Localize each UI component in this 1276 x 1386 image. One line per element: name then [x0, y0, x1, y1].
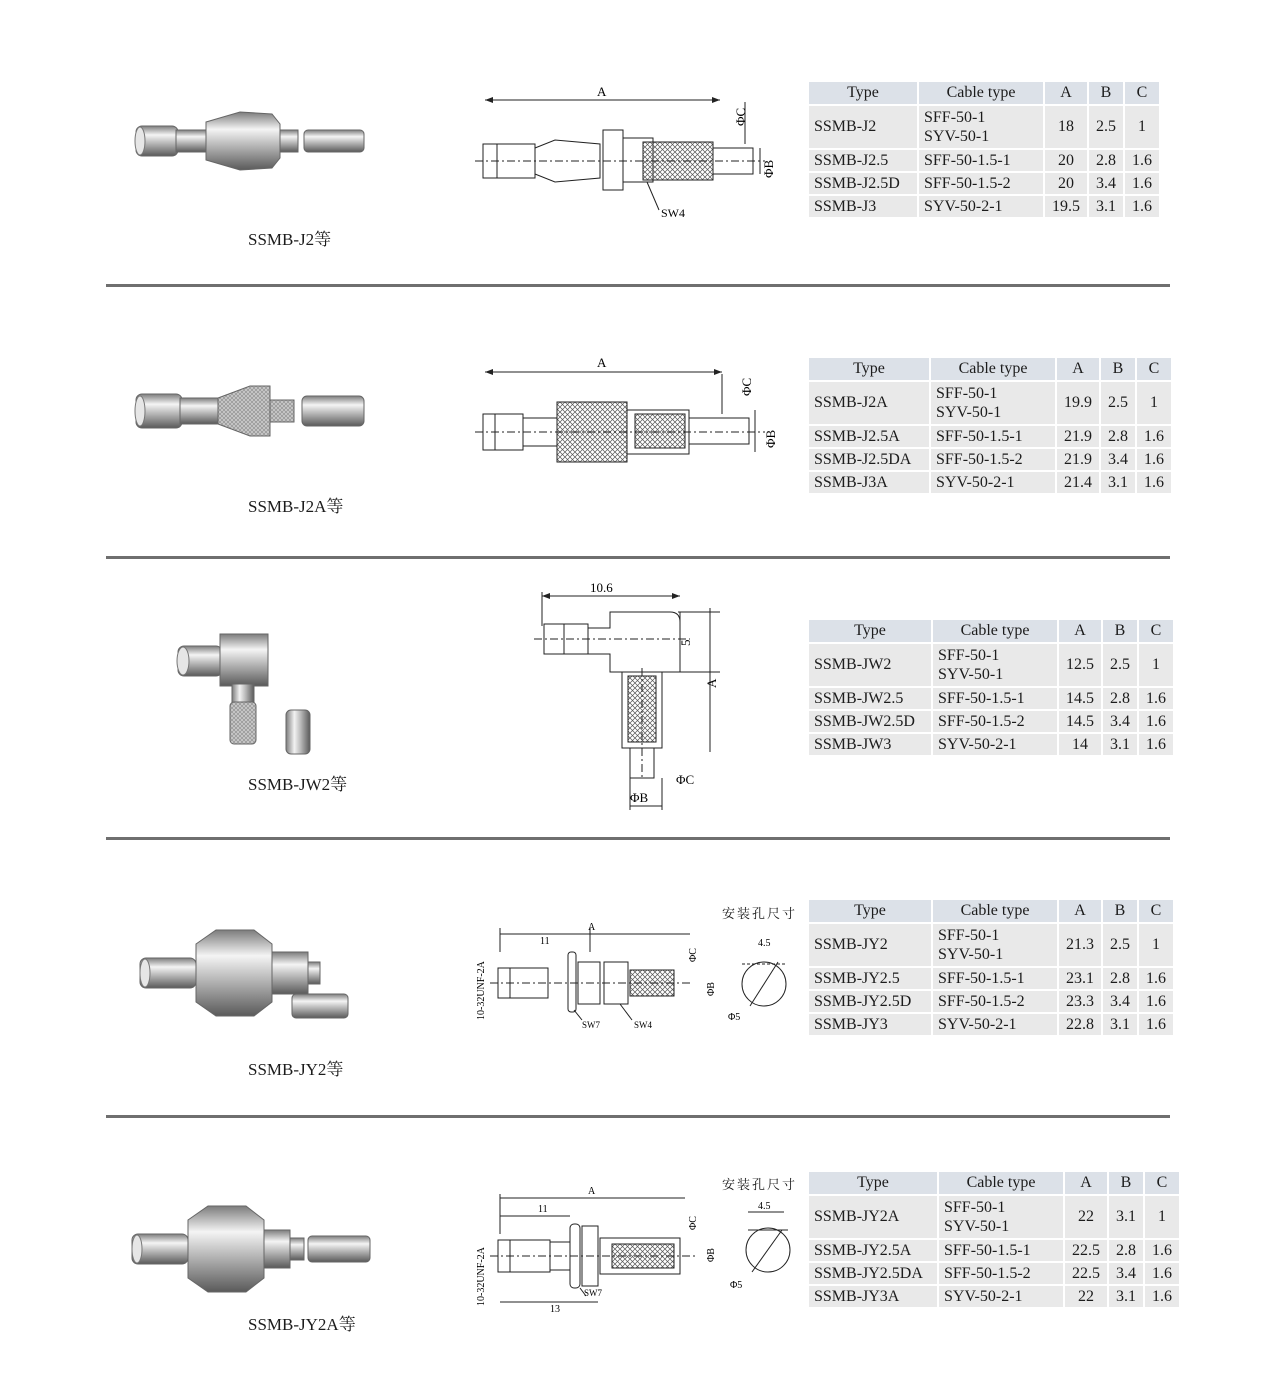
cell-b: 3.4 [1089, 173, 1123, 194]
table-row [809, 1240, 1179, 1261]
cell-cable: SYV-50-2-1 [933, 734, 1057, 755]
cell-c: 1.6 [1125, 150, 1159, 171]
drawing-ssmb-j2a [475, 352, 785, 472]
cable-line: SYV-50-1 [938, 666, 1004, 683]
cell-c: 1.6 [1139, 1014, 1173, 1035]
header-a: A [1045, 82, 1087, 104]
thread-label: 10-32UNF-2A [476, 961, 487, 1020]
cell-a: 14 [1059, 734, 1101, 755]
dim-a-label: A [597, 84, 607, 99]
table-row [809, 426, 1171, 447]
cable-line: SFF-50-1 [924, 109, 986, 126]
cell-type: SSMB-J2.5DA [809, 449, 929, 470]
header-b: B [1103, 900, 1137, 922]
cell-b: 3.4 [1101, 449, 1135, 470]
cell-type: SSMB-JY2A [809, 1196, 937, 1238]
table-row [809, 472, 1171, 493]
cable-line: SFF-50-1 [936, 385, 998, 402]
cell-b: 2.8 [1089, 150, 1123, 171]
cell-c: 1 [1137, 382, 1171, 424]
dim-phi-c-label: ΦC [733, 107, 748, 126]
sw4-label: SW4 [661, 206, 685, 220]
caption-ssmb-jy2: SSMB-JY2等 [248, 1060, 344, 1079]
header-c: C [1125, 82, 1159, 104]
dim-phi-b-label: ΦB [630, 790, 649, 805]
header-cable-type: Cable type [933, 900, 1057, 922]
table-row [809, 968, 1173, 989]
cell-c: 1 [1139, 644, 1173, 686]
cell-c: 1 [1145, 1196, 1179, 1238]
header-a: A [1065, 1172, 1107, 1194]
header-cable-type: Cable type [939, 1172, 1063, 1194]
table-row [809, 1263, 1179, 1284]
cell-a: 22.5 [1065, 1263, 1107, 1284]
spec-table-ssmb-jw2 [807, 618, 1175, 757]
section-divider [106, 1115, 1170, 1118]
cell-cable: SFF-50-1.5-2 [931, 449, 1055, 470]
cell-a: 22.5 [1065, 1240, 1107, 1261]
spec-table-ssmb-j2a [807, 356, 1173, 495]
dim-phi-5-label: Φ5 [730, 1280, 743, 1291]
cable-line: SYV-50-1 [944, 1218, 1010, 1235]
cell-type: SSMB-JY3A [809, 1286, 937, 1307]
cell-a: 22.8 [1059, 1014, 1101, 1035]
table-row [809, 924, 1173, 966]
header-a: A [1059, 620, 1101, 642]
cable-line: SFF-50-1 [944, 1199, 1006, 1216]
header-cable-type: Cable type [931, 358, 1055, 380]
header-cable-type: Cable type [933, 620, 1057, 642]
dim-11-label: 11 [540, 936, 550, 947]
cell-cable [919, 106, 1043, 148]
cable-line: SYV-50-1 [936, 404, 1002, 421]
caption-ssmb-j2a: SSMB-J2A等 [248, 497, 344, 516]
cell-a: 14.5 [1059, 688, 1101, 709]
connector-photo-ssmb-jy2 [136, 920, 356, 1030]
cell-a: 12.5 [1059, 644, 1101, 686]
mount-hole-drawing-jy2a [722, 1198, 802, 1298]
connector-photo-ssmb-jy2a [128, 1196, 378, 1296]
dim-5-label: 5 [678, 639, 693, 646]
caption-ssmb-j2: SSMB-J2等 [248, 230, 332, 249]
spec-table-ssmb-jy2a [807, 1170, 1181, 1309]
cell-c: 1.6 [1137, 472, 1171, 493]
cell-a: 14.5 [1059, 711, 1101, 732]
header-b: B [1101, 358, 1135, 380]
cell-b: 3.1 [1109, 1196, 1143, 1238]
header-b: B [1089, 82, 1123, 104]
dim-4-5-label: 4.5 [758, 938, 771, 949]
mount-hole-label: 安装孔尺寸 [722, 907, 798, 922]
cell-c: 1.6 [1139, 734, 1173, 755]
drawing-ssmb-jy2 [470, 912, 720, 1042]
cell-b: 3.4 [1103, 711, 1137, 732]
sw7-label: SW7 [582, 1020, 600, 1030]
cell-c: 1.6 [1139, 968, 1173, 989]
header-type: Type [809, 900, 931, 922]
dim-phi-5-label: Φ5 [728, 1012, 741, 1023]
dim-phi-b-label: ΦB [763, 429, 778, 448]
dim-phi-b-label: ΦB [706, 982, 717, 996]
table-row [809, 711, 1173, 732]
cell-c: 1.6 [1137, 426, 1171, 447]
cell-type: SSMB-JY2.5DA [809, 1263, 937, 1284]
cell-cable: SFF-50-1.5-2 [919, 173, 1043, 194]
header-type: Type [809, 1172, 937, 1194]
cell-a: 23.3 [1059, 991, 1101, 1012]
dim-a-label: A [597, 355, 607, 370]
dim-a-label: A [704, 678, 719, 688]
cell-a: 21.9 [1057, 449, 1099, 470]
thread-label: 10-32UNF-2A [476, 1247, 487, 1306]
section-divider [106, 556, 1170, 559]
cell-type: SSMB-J3 [809, 196, 917, 217]
cell-c: 1.6 [1125, 173, 1159, 194]
cell-c: 1.6 [1125, 196, 1159, 217]
table-row [809, 1014, 1173, 1035]
dim-phi-c-label: ΦC [676, 772, 695, 787]
cable-line: SFF-50-1 [938, 927, 1000, 944]
dim-phi-c-label: ΦC [688, 948, 699, 962]
cable-line: SFF-50-1 [938, 647, 1000, 664]
header-c: C [1145, 1172, 1179, 1194]
cell-b: 2.5 [1103, 924, 1137, 966]
cell-c: 1.6 [1139, 991, 1173, 1012]
cell-b: 3.1 [1089, 196, 1123, 217]
cell-a: 21.9 [1057, 426, 1099, 447]
dim-phi-c-label: ΦC [739, 377, 754, 396]
connector-photo-ssmb-jw2 [172, 628, 322, 758]
dim-13-label: 13 [550, 1304, 560, 1315]
cell-cable: SYV-50-2-1 [933, 1014, 1057, 1035]
cell-type: SSMB-JW3 [809, 734, 931, 755]
cell-type: SSMB-JY2.5 [809, 968, 931, 989]
cable-line: SYV-50-1 [938, 946, 1004, 963]
header-type: Type [809, 620, 931, 642]
mount-hole-drawing-jy2 [722, 928, 802, 1028]
sw7-label: SW7 [584, 1288, 602, 1298]
cell-b: 3.4 [1109, 1263, 1143, 1284]
header-a: A [1059, 900, 1101, 922]
cell-cable: SFF-50-1.5-1 [939, 1240, 1063, 1261]
cell-cable: SFF-50-1.5-2 [933, 991, 1057, 1012]
section-divider [106, 284, 1170, 287]
cell-cable: SYV-50-2-1 [931, 472, 1055, 493]
sw4-label: SW4 [634, 1020, 652, 1030]
dim-a-label: A [588, 922, 596, 933]
dim-11-label: 11 [538, 1204, 548, 1215]
cell-b: 3.1 [1103, 1014, 1137, 1035]
header-a: A [1057, 358, 1099, 380]
cell-b: 3.4 [1103, 991, 1137, 1012]
cell-a: 22 [1065, 1286, 1107, 1307]
cell-cable: SFF-50-1.5-1 [931, 426, 1055, 447]
header-c: C [1137, 358, 1171, 380]
cell-b: 3.1 [1101, 472, 1135, 493]
cell-type: SSMB-JW2.5D [809, 711, 931, 732]
dim-a-label: A [588, 1186, 596, 1197]
table-row [809, 382, 1171, 424]
cell-c: 1 [1139, 924, 1173, 966]
cell-a: 19.5 [1045, 196, 1087, 217]
cell-type: SSMB-JY2.5A [809, 1240, 937, 1261]
table-row [809, 991, 1173, 1012]
spec-table-ssmb-j2 [807, 80, 1161, 219]
cell-b: 2.8 [1103, 688, 1137, 709]
table-row [809, 449, 1171, 470]
dim-phi-b-label: ΦB [761, 159, 776, 178]
table-row [809, 688, 1173, 709]
table-row [809, 173, 1159, 194]
cell-type: SSMB-JW2.5 [809, 688, 931, 709]
table-row [809, 196, 1159, 217]
connector-photo-ssmb-j2a [130, 372, 370, 452]
cell-c: 1.6 [1145, 1286, 1179, 1307]
cable-line: SYV-50-1 [924, 128, 990, 145]
cell-a: 20 [1045, 150, 1087, 171]
cell-a: 19.9 [1057, 382, 1099, 424]
cell-type: SSMB-J2.5D [809, 173, 917, 194]
cell-cable: SFF-50-1.5-2 [933, 711, 1057, 732]
header-c: C [1139, 900, 1173, 922]
cell-type: SSMB-JY3 [809, 1014, 931, 1035]
cell-cable: SFF-50-1.5-1 [933, 968, 1057, 989]
cell-cable [933, 644, 1057, 686]
cell-a: 22 [1065, 1196, 1107, 1238]
drawing-ssmb-j2 [475, 82, 785, 232]
cell-b: 2.5 [1101, 382, 1135, 424]
cell-type: SSMB-JW2 [809, 644, 931, 686]
section-divider [106, 837, 1170, 840]
cell-b: 2.8 [1103, 968, 1137, 989]
table-row [809, 106, 1159, 148]
cell-cable [931, 382, 1055, 424]
cell-c: 1.6 [1139, 688, 1173, 709]
header-b: B [1109, 1172, 1143, 1194]
cell-cable [939, 1196, 1063, 1238]
table-row [809, 150, 1159, 171]
caption-ssmb-jw2: SSMB-JW2等 [248, 775, 348, 794]
cell-a: 20 [1045, 173, 1087, 194]
cell-a: 23.1 [1059, 968, 1101, 989]
dim-10-6-label: 10.6 [590, 580, 613, 595]
cell-cable: SYV-50-2-1 [939, 1286, 1063, 1307]
cell-cable: SFF-50-1.5-2 [939, 1263, 1063, 1284]
cell-type: SSMB-J2.5 [809, 150, 917, 171]
header-type: Type [809, 358, 929, 380]
cell-cable: SFF-50-1.5-1 [919, 150, 1043, 171]
dim-phi-b-label: ΦB [706, 1248, 717, 1262]
drawing-ssmb-jy2a [470, 1184, 720, 1324]
cell-type: SSMB-JY2.5D [809, 991, 931, 1012]
cell-c: 1 [1125, 106, 1159, 148]
cell-c: 1.6 [1137, 449, 1171, 470]
table-row [809, 734, 1173, 755]
cell-type: SSMB-J2.5A [809, 426, 929, 447]
spec-table-ssmb-jy2 [807, 898, 1175, 1037]
dim-phi-c-label: ΦC [688, 1216, 699, 1230]
header-cable-type: Cable type [919, 82, 1043, 104]
dim-4-5-label: 4.5 [758, 1201, 771, 1212]
table-row [809, 1286, 1179, 1307]
table-row [809, 1196, 1179, 1238]
cell-cable: SFF-50-1.5-1 [933, 688, 1057, 709]
cell-b: 2.5 [1089, 106, 1123, 148]
cell-b: 3.1 [1109, 1286, 1143, 1307]
connector-photo-ssmb-j2 [130, 100, 370, 180]
header-c: C [1139, 620, 1173, 642]
table-row [809, 644, 1173, 686]
cell-b: 2.8 [1101, 426, 1135, 447]
cell-type: SSMB-JY2 [809, 924, 931, 966]
cell-a: 21.3 [1059, 924, 1101, 966]
cell-type: SSMB-J3A [809, 472, 929, 493]
cell-b: 2.8 [1109, 1240, 1143, 1261]
cell-b: 3.1 [1103, 734, 1137, 755]
drawing-ssmb-jw2 [530, 578, 730, 818]
cell-type: SSMB-J2A [809, 382, 929, 424]
header-type: Type [809, 82, 917, 104]
cell-c: 1.6 [1145, 1240, 1179, 1261]
cell-c: 1.6 [1139, 711, 1173, 732]
cell-a: 21.4 [1057, 472, 1099, 493]
cell-type: SSMB-J2 [809, 106, 917, 148]
header-b: B [1103, 620, 1137, 642]
caption-ssmb-jy2a: SSMB-JY2A等 [248, 1315, 356, 1334]
cell-c: 1.6 [1145, 1263, 1179, 1284]
cell-b: 2.5 [1103, 644, 1137, 686]
mount-hole-label: 安装孔尺寸 [722, 1178, 798, 1193]
cell-a: 18 [1045, 106, 1087, 148]
cell-cable [933, 924, 1057, 966]
cell-cable: SYV-50-2-1 [919, 196, 1043, 217]
